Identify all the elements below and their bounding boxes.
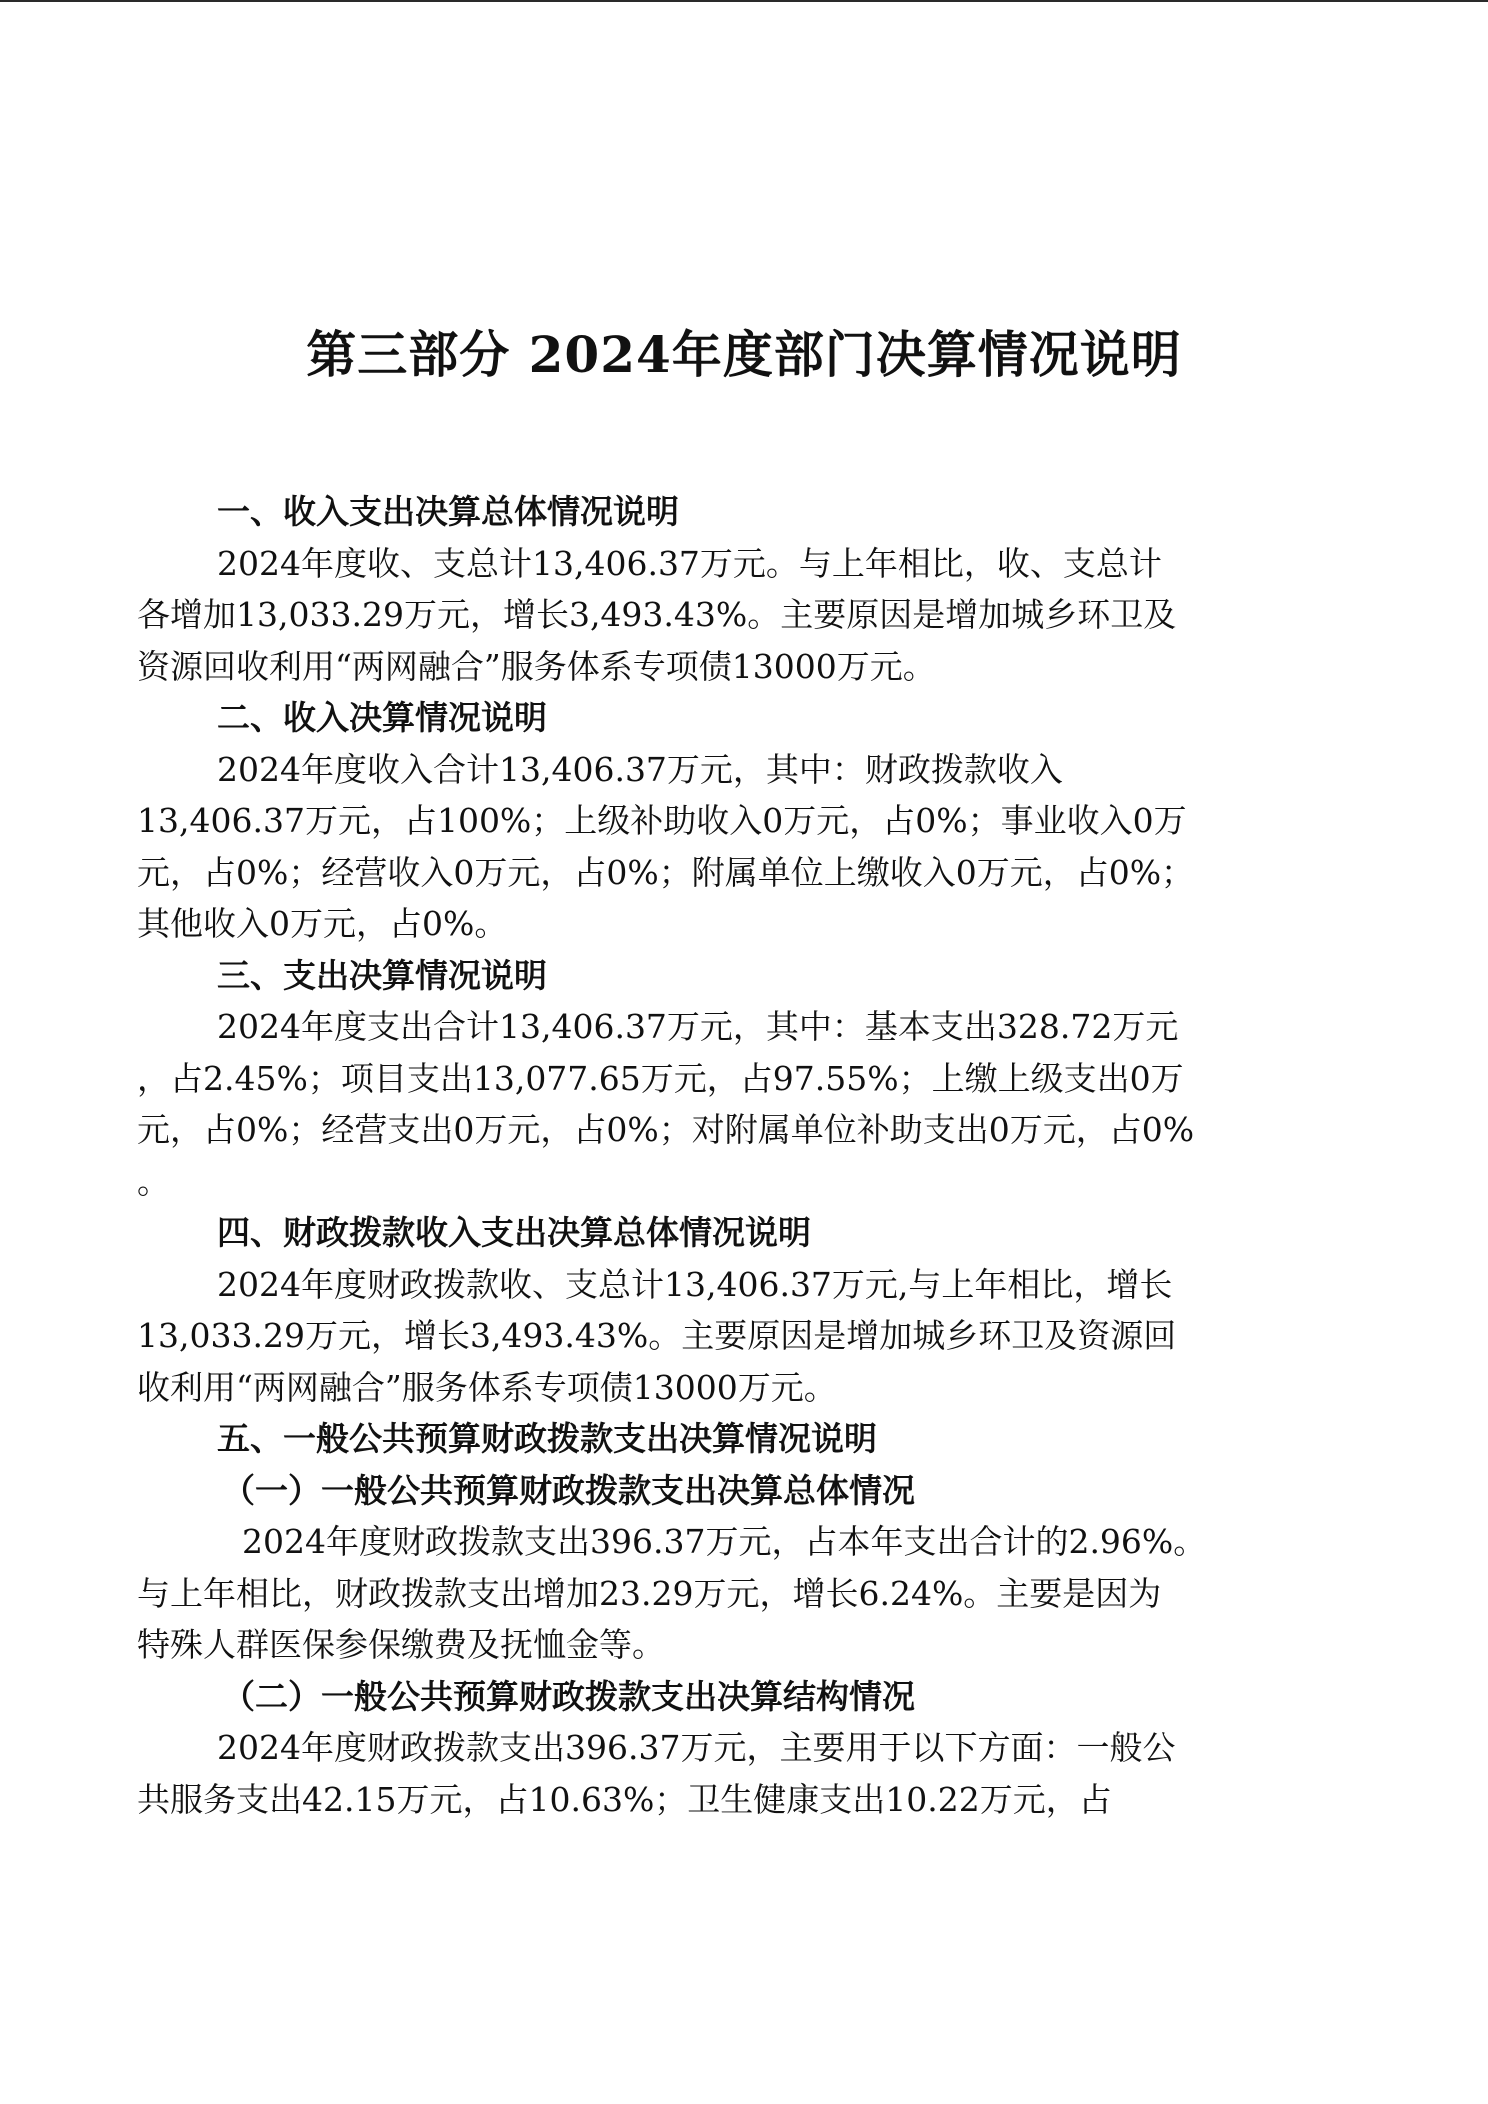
section-4-text-line: 收利用“两网融合”服务体系专项债13000万元。 (137, 1367, 837, 1407)
section-2-text-line: 其他收入0万元，占0%。 (137, 904, 508, 943)
top-border-line (0, 0, 1488, 2)
section-2-text-line: 元，占0%；经营收入0万元，占0%；附属单位上缴收入0万元，占0%； (137, 852, 1195, 892)
section-heading-4: 四、财政拨款收入支出决算总体情况说明 (217, 1213, 811, 1252)
subsection-5-1-text-line: 与上年相比，财政拨款支出增加23.29万元，增长6.24%。主要是因为 (137, 1573, 1162, 1613)
section-3-text-line: 2024年度支出合计13,406.37万元，其中：基本支出328.72万元 (217, 1007, 1179, 1046)
section-4-text-line: 2024年度财政拨款收、支总计13,406.37万元,与上年相比，增长 (217, 1264, 1173, 1304)
subsection-heading-5-1: （一）一般公共预算财政拨款支出决算总体情况 (222, 1470, 915, 1510)
section-1-text-line: 各增加13,033.29万元，增长3,493.43%。主要原因是增加城乡环卫及 (137, 595, 1177, 634)
section-1-text-line: 资源回收利用“两网融合”服务体系专项债13000万元。 (137, 646, 936, 686)
subsection-5-1-text-line: 2024年度财政拨款支出396.37万元，占本年支出合计的2.96%。 (242, 1522, 1207, 1561)
section-1-text-line: 2024年度收、支总计13,406.37万元。与上年相比，收、支总计 (217, 543, 1162, 583)
document-body (137, 486, 1337, 1825)
subsection-5-2-text-line: 共服务支出42.15万元，占10.63%；卫生健康支出10.22万元，占 (137, 1779, 1112, 1819)
section-heading-5: 五、一般公共预算财政拨款支出决算情况说明 (217, 1419, 877, 1458)
section-heading-2: 二、收入决算情况说明 (217, 698, 547, 737)
section-3-text-line: 元，占0%；经营支出0万元，占0%；对附属单位补助支出0万元，占0% (137, 1110, 1195, 1149)
subsection-5-1-text-line: 特殊人群医保参保缴费及抚恤金等。 (137, 1625, 665, 1664)
section-2-text-line: 13,406.37万元，占100%；上级补助收入0万元，占0%；事业收入0万 (137, 801, 1187, 840)
section-heading-1: 一、收入支出决算总体情况说明 (217, 492, 679, 531)
subsection-5-2-text-line: 2024年度财政拨款支出396.37万元，主要用于以下方面：一般公 (217, 1728, 1176, 1767)
section-4-text-line: 13,033.29万元，增长3,493.43%。主要原因是增加城乡环卫及资源回 (137, 1316, 1177, 1355)
section-3-text-line: ，占2.45%；项目支出13,077.65万元，占97.55%；上缴上级支出0万 (137, 1058, 1184, 1098)
section-3-text-line: 。 (137, 1161, 170, 1201)
section-heading-3: 三、支出决算情况说明 (217, 955, 547, 995)
subsection-heading-5-2: （二）一般公共预算财政拨款支出决算结构情况 (222, 1676, 915, 1716)
section-2-text-line: 2024年度收入合计13,406.37万元，其中：财政拨款收入 (217, 749, 1063, 789)
page-title: 第三部分 2024年度部门决算情况说明 (306, 325, 1182, 384)
